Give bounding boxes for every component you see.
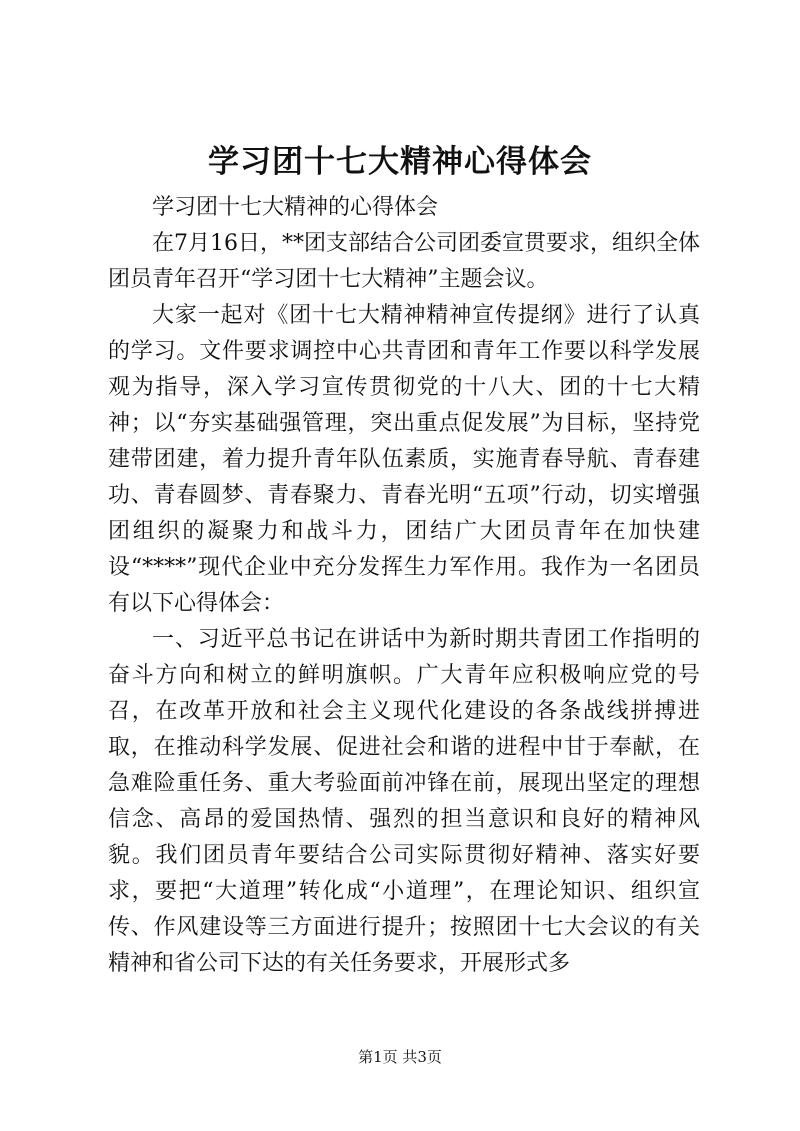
study-paragraph: 大家一起对《团十七大精神精神宣传提纲》进行了认真的学习。文件要求调控中心共青团和青年工作要以科学发展观为指导，深入学习宣传贯彻党的十八大、团的十七大精神；以“夯实基础强管理，突出重点促发展”为目标，坚持党建带团建，着力提升青年队伍素质，实施青春导航、青春建功、青春圆梦、青春聚力、青春光明“五项”行动，切实增强团组织的凝聚力和战斗力，团结广大团员青年在加快建设“****”现代企业中充分发挥生力军作用。我作为一名团员有以下心得体会： — [108, 303, 700, 616]
document-title: 学习团十七大精神心得体会 — [208, 144, 592, 180]
insight-paragraph-1: 一、习近平总书记在讲话中为新时期共青团工作指明的奋斗方向和树立的鲜明旗帜。广大青年应积极响应党的号召，在改革开放和社会主义现代化建设的各条战线拼搏进取，在推动科学发展、促进社会和谐的进程中甘于奉献，在急难险重任务、重大考验面前冲锋在前，展现出坚定的理想信念、高昂的爱国热情、强烈的担当意识和良好的精神风貌。我们团员青年要结合公司实际贯彻好精神、落实好要求，要把“大道理”转化成“小道理”，在理论知识、组织宣传、作风建设等三方面进行提升；按照团十七大会议的有关精神和省公司下达的有关任务要求，开展形式多 — [108, 627, 700, 976]
page-footer: 第1页 共3页 — [358, 1048, 442, 1066]
subtitle-paragraph: 学习团十七大精神的心得体会 — [152, 195, 439, 220]
meeting-paragraph: 在7月16日，**团支部结合公司团委宣贯要求，组织全体团员青年召开“学习团十七大精神”主题会议。 — [108, 231, 700, 292]
document-body — [108, 190, 700, 982]
